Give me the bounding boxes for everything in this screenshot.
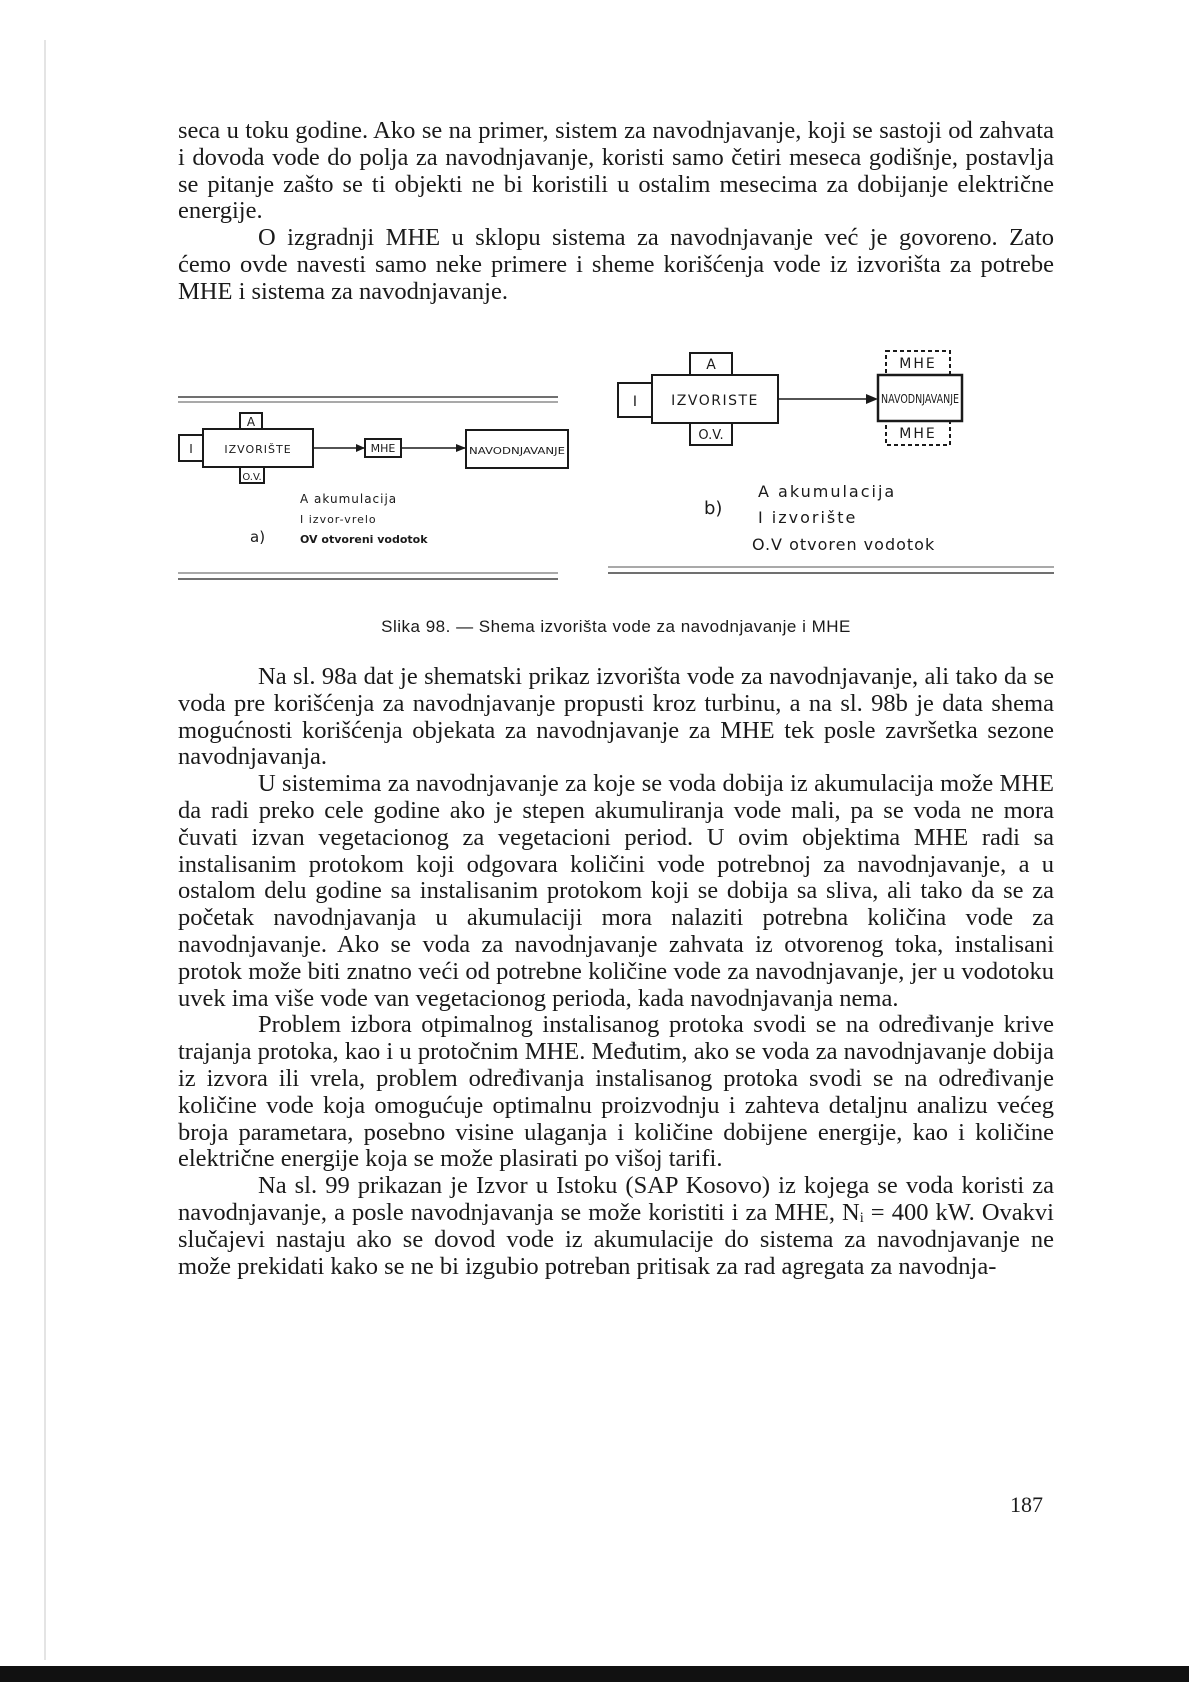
paragraph: U sistemima za navodnjavanje za koje se voda dobija iz akumulacija može MHE da radi preko cele godine ako je stepen akumuliranja vode mali, pa se voda ne mora čuvati izvan vegetacionog za vegetacioni period. U ovim objektima MHE radi sa instalisanim protokom koji odgovara količini vode potrebnoj za navodnjavanje, a u ostalom delu godine sa instalisanim protokom koji se dobija sa sliva, ali tako da se za početak navodnjavanja u akumulaciji mora nalaziti potrebna količina vode za navodnjavanje. Ako se voda za navodnjavanje zahvata iz otvorenog toka, instalisani protok može biti znatno veći od potrebne količine vode za navodnjavanje, jer u vodotoku uvek ima više vode van vegetacionog perioda, kada navodnjavanja nema. [178,770,1054,1012]
scan-bottom-border [0,1666,1189,1682]
arrow-head [356,444,365,452]
figure-98 [178,345,1054,615]
legend-item: O.V otvoren vodotok [752,535,936,554]
paragraph: Na sl. 98a dat je shematski prikaz izvorišta vode za navodnjavanje, ali tako da se voda pre korišćenja za navodnjavanje propusti kroz turbinu, a na sl. 98b je data shema mogućnosti korišćenja objekata za navodnjavanje za MHE tek posle završetka sezone navodnjavanja. [178,663,1054,771]
box-label: O.V. [242,472,262,483]
legend-item: I izvor-vrelo [300,513,377,526]
paragraph: Na sl. 99 prikazan je Izvor u Istoku (SAP Kosovo) iz kojega se voda koristi za navodnjavanje, a posle navodnjavanja se može koristiti i za MHE, Nᵢ = 400 kW. Ovakvi slučajevi nastaju ako se dovod vode iz akumulacije do sistema za navodnjavanje ne može prekidati kako se ne bi izgubio potreban pritisak za rad agregata za navodnja- [178,1172,1054,1280]
box-label: I [632,394,638,410]
paragraph: O izgradnji MHE u sklopu sistema za navodnjavanje već je govoreno. Zato ćemo ovde navesti samo neke primere i sheme korišćenja vode iz izvorišta za potrebe MHE i sistema za navodnjavanje. [178,224,1054,305]
diagram-label: b) [704,498,723,519]
box-label: IZVORISTE [671,393,759,409]
schema-diagram [178,345,1054,615]
page-number: 187 [1010,1492,1043,1517]
text-block-top [178,118,1054,306]
legend-item: A akumulacija [758,482,897,501]
scan-edge [44,40,46,1660]
arrow-head [866,394,878,404]
box-label: NAVODNJAVANJE [469,446,565,457]
diagram-label: a) [250,528,266,546]
arrow-head [456,444,466,452]
legend-item: A akumulacija [300,492,398,506]
legend-item: OV otvoreni vodotok [300,533,428,546]
paragraph: Problem izbora otpimalnog instalisanog protoka svodi se na određivanje krive trajanja protoka, kao i u protočnim MHE. Međutim, ako se voda za navodnjavanje dobija iz izvora ili vrela, problem određivanja instalisanog protoka svodi se na određivanje količine vode koja omogućuje optimalnu proizvodnju i zahteva detaljnu analizu većeg broja parametara, posebno visine ulaganja i količine dobijene energije, kao i količine električne energije koja se može plasirati po višoj tarifi. [178,1011,1054,1173]
box-label: MHE [899,356,937,372]
box-label: MHE [899,426,937,442]
box-label: A [246,415,256,429]
text-block-bottom [178,664,1054,1280]
box-label: MHE [370,442,396,455]
box-label: O.V. [698,428,724,443]
box-label: NAVODNJAVANJE [881,392,959,406]
paragraph: seca u toku godine. Ako se na primer, sistem za navodnjavanje, koji se sastoji od zahvata i dovoda vode do polja za navodnjavanje, koristi samo četiri meseca godišnje, postavlja se pitanje zašto se ti objekti ne bi koristili u ostalim mesecima za dobijanje električne energije. [178,117,1054,225]
box-label: A [706,357,716,373]
box-label: I [189,442,193,456]
box-label: IZVORIŠTE [224,443,292,456]
legend-item: I izvorište [758,508,858,527]
figure-caption: Slika 98. — Shema izvorišta vode za navodnjavanje i MHE [381,617,851,636]
